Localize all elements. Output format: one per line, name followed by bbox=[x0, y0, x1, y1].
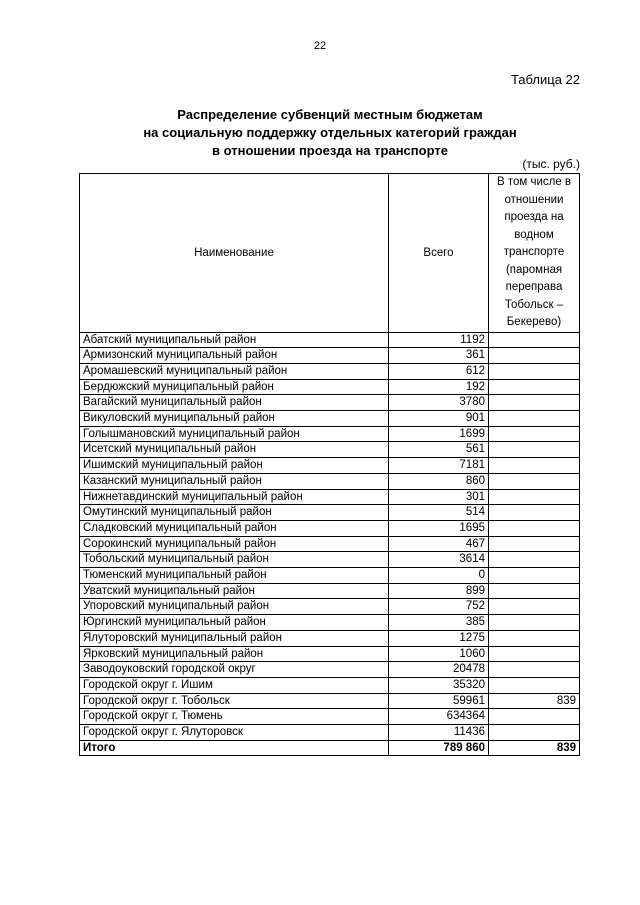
table-row bbox=[80, 379, 580, 395]
header-total: Всего bbox=[389, 174, 489, 333]
table-row bbox=[80, 677, 580, 693]
cell-water bbox=[489, 442, 580, 458]
table-row bbox=[80, 348, 580, 364]
table-row bbox=[80, 332, 580, 348]
cell-name: Городской округ г. Тобольск bbox=[80, 693, 389, 709]
cell-water bbox=[489, 505, 580, 521]
cell-name: Итого bbox=[80, 740, 389, 756]
table-row bbox=[80, 489, 580, 505]
title-line: Распределение субвенций местным бюджетам bbox=[177, 107, 483, 122]
cell-water bbox=[489, 458, 580, 474]
table-row bbox=[80, 599, 580, 615]
cell-name: Городской округ г. Тюмень bbox=[80, 709, 389, 725]
cell-water: 839 bbox=[489, 740, 580, 756]
cell-name: Ялуторовский муниципальный район bbox=[80, 630, 389, 646]
cell-water bbox=[489, 520, 580, 536]
cell-total: 385 bbox=[389, 615, 489, 631]
cell-total: 7181 bbox=[389, 458, 489, 474]
table-row bbox=[80, 395, 580, 411]
cell-name: Сорокинский муниципальный район bbox=[80, 536, 389, 552]
cell-name: Городской округ г. Ялуторовск bbox=[80, 725, 389, 741]
cell-name: Тобольский муниципальный район bbox=[80, 552, 389, 568]
cell-water bbox=[489, 473, 580, 489]
header-water-transport: В том числе в отношении проезда на водном транспорте (паромная переправа Тобольск – Бекерево) bbox=[489, 174, 580, 333]
cell-water bbox=[489, 363, 580, 379]
table-row bbox=[80, 662, 580, 678]
cell-total: 789 860 bbox=[389, 740, 489, 756]
cell-water bbox=[489, 725, 580, 741]
cell-water bbox=[489, 426, 580, 442]
cell-total: 1699 bbox=[389, 426, 489, 442]
cell-name: Тюменский муниципальный район bbox=[80, 568, 389, 584]
cell-water bbox=[489, 583, 580, 599]
cell-total: 1695 bbox=[389, 520, 489, 536]
cell-water bbox=[489, 677, 580, 693]
cell-water bbox=[489, 332, 580, 348]
cell-name: Голышмановский муниципальный район bbox=[80, 426, 389, 442]
cell-total: 561 bbox=[389, 442, 489, 458]
cell-name: Нижнетавдинский муниципальный район bbox=[80, 489, 389, 505]
table-body bbox=[80, 332, 580, 756]
table-header-row bbox=[80, 174, 580, 333]
cell-name: Бердюжский муниципальный район bbox=[80, 379, 389, 395]
cell-name: Заводоуковский городской округ bbox=[80, 662, 389, 678]
units-label: (тыс. руб.) bbox=[522, 157, 580, 171]
table-row bbox=[80, 568, 580, 584]
table-row bbox=[80, 458, 580, 474]
total-row bbox=[80, 740, 580, 756]
table-row bbox=[80, 693, 580, 709]
cell-total: 467 bbox=[389, 536, 489, 552]
table-row bbox=[80, 615, 580, 631]
table-row bbox=[80, 411, 580, 427]
cell-total: 3780 bbox=[389, 395, 489, 411]
cell-name: Вагайский муниципальный район bbox=[80, 395, 389, 411]
cell-name: Исетский муниципальный район bbox=[80, 442, 389, 458]
cell-water bbox=[489, 489, 580, 505]
cell-name: Армизонский муниципальный район bbox=[80, 348, 389, 364]
cell-total: 361 bbox=[389, 348, 489, 364]
cell-total: 860 bbox=[389, 473, 489, 489]
subsidy-table bbox=[79, 173, 580, 756]
cell-water bbox=[489, 615, 580, 631]
header-name: Наименование bbox=[80, 174, 389, 333]
cell-name: Аромашевский муниципальный район bbox=[80, 363, 389, 379]
table-label: Таблица 22 bbox=[510, 72, 580, 87]
cell-water bbox=[489, 411, 580, 427]
table-row bbox=[80, 583, 580, 599]
cell-water bbox=[489, 630, 580, 646]
cell-name: Юргинский муниципальный район bbox=[80, 615, 389, 631]
cell-water bbox=[489, 568, 580, 584]
cell-water bbox=[489, 348, 580, 364]
cell-water bbox=[489, 599, 580, 615]
table-row bbox=[80, 363, 580, 379]
cell-total: 901 bbox=[389, 411, 489, 427]
cell-water bbox=[489, 395, 580, 411]
cell-total: 612 bbox=[389, 363, 489, 379]
cell-total: 1192 bbox=[389, 332, 489, 348]
table-row bbox=[80, 426, 580, 442]
table-row bbox=[80, 552, 580, 568]
cell-name: Казанский муниципальный район bbox=[80, 473, 389, 489]
table-row bbox=[80, 536, 580, 552]
cell-name: Городской округ г. Ишим bbox=[80, 677, 389, 693]
cell-name: Уватский муниципальный район bbox=[80, 583, 389, 599]
cell-water bbox=[489, 552, 580, 568]
table-row bbox=[80, 709, 580, 725]
cell-total: 35320 bbox=[389, 677, 489, 693]
cell-water bbox=[489, 536, 580, 552]
cell-total: 514 bbox=[389, 505, 489, 521]
cell-name: Абатский муниципальный район bbox=[80, 332, 389, 348]
cell-total: 11436 bbox=[389, 725, 489, 741]
cell-total: 0 bbox=[389, 568, 489, 584]
cell-name: Упоровский муниципальный район bbox=[80, 599, 389, 615]
title-line: в отношении проезда на транспорте bbox=[212, 143, 448, 158]
cell-water: 839 bbox=[489, 693, 580, 709]
cell-total: 192 bbox=[389, 379, 489, 395]
cell-name: Омутинский муниципальный район bbox=[80, 505, 389, 521]
cell-total: 20478 bbox=[389, 662, 489, 678]
cell-water bbox=[489, 709, 580, 725]
table-row bbox=[80, 520, 580, 536]
table-row bbox=[80, 505, 580, 521]
cell-total: 899 bbox=[389, 583, 489, 599]
page-number: 22 bbox=[313, 40, 327, 52]
cell-name: Викуловский муниципальный район bbox=[80, 411, 389, 427]
table-row bbox=[80, 646, 580, 662]
cell-name: Ишимский муниципальный район bbox=[80, 458, 389, 474]
table-row bbox=[80, 630, 580, 646]
table-row bbox=[80, 725, 580, 741]
cell-water bbox=[489, 662, 580, 678]
cell-total: 1060 bbox=[389, 646, 489, 662]
cell-total: 752 bbox=[389, 599, 489, 615]
cell-name: Ярковский муниципальный район bbox=[80, 646, 389, 662]
cell-total: 3614 bbox=[389, 552, 489, 568]
table-row bbox=[80, 442, 580, 458]
cell-total: 59961 bbox=[389, 693, 489, 709]
cell-total: 301 bbox=[389, 489, 489, 505]
cell-water bbox=[489, 646, 580, 662]
table-row bbox=[80, 473, 580, 489]
cell-name: Сладковский муниципальный район bbox=[80, 520, 389, 536]
cell-total: 1275 bbox=[389, 630, 489, 646]
cell-water bbox=[489, 379, 580, 395]
document-title bbox=[80, 106, 580, 160]
cell-total: 634364 bbox=[389, 709, 489, 725]
title-line: на социальную поддержку отдельных категорий граждан bbox=[143, 125, 517, 140]
